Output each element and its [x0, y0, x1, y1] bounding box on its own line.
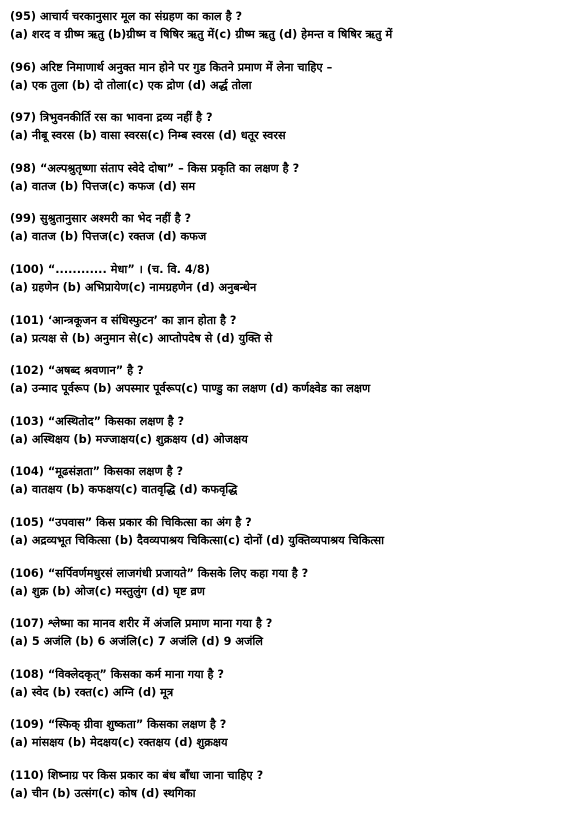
question-text: (102) “अषब्द श्रवणान” है ?: [10, 364, 144, 378]
question-text: (105) “उपवास” किस प्रकार की चिकित्सा का अंग है ?: [10, 515, 252, 529]
answer-options: (a) प्रत्यक्ष से (b) अनुमान से(c) आप्तोपदेष से (d) युक्ति से: [10, 331, 273, 345]
question-text: (109) “स्फिक् ग्रीवा शुष्कता” किसका लक्षण है ?: [10, 718, 227, 732]
question-item: [10, 362, 581, 413]
answer-options: (a) अस्थिक्षय (b) मज्जाक्षय(c) शुक्रक्षय (d) ओजक्षय: [10, 432, 248, 446]
question-text: (97) त्रिभुवनकीर्ति रस का भावना द्रव्य नहीं है ?: [10, 111, 213, 125]
answer-options: (a) ग्रहणेन (b) अभिप्रायेण(c) नामग्रहणेन (d) अनुबन्धेन: [10, 280, 257, 294]
question-text: (100) “............ मेधा” । (च. वि. 4/8): [10, 262, 210, 276]
question-item: [10, 463, 581, 514]
question-item: [10, 413, 581, 464]
question-item: [10, 210, 581, 261]
question-text: (104) “मूढसंज्ञता” किसका लक्षण है ?: [10, 465, 184, 479]
question-item: [10, 615, 581, 666]
question-text: (108) “विक्लेदकृत्” किसका कर्म माना गया है ?: [10, 667, 224, 681]
question-item: [10, 109, 581, 160]
answer-options: (a) शरद व ग्रीष्म ऋतु (b)ग्रीष्म व षिषिर ऋतु में(c) ग्रीष्म ऋतु (d) हेमन्त व षिषिर ऋतु में: [10, 28, 393, 41]
question-text: (103) “अस्थितोद” किसका लक्षण है ?: [10, 414, 185, 428]
question-text: (106) “सर्पिवर्णमधुरसं लाजगंधी प्रजायते” किसके लिए कहा गया है ?: [10, 566, 309, 580]
answer-options: (a) वातज (b) पित्तज(c) कफज (d) सम: [10, 179, 196, 193]
question-item: [10, 666, 581, 717]
answer-options: (a) वातज (b) पित्तज(c) रक्तज (d) कफज: [10, 230, 207, 244]
answer-options: (a) शुक्र (b) ओज(c) मस्तुलुंग (d) घृष्ट व्रण: [10, 584, 205, 598]
answer-options: (a) 5 अजंलि (b) 6 अजंलि(c) 7 अजंलि (d) 9 अजंलि: [10, 635, 263, 649]
question-text: (98) “अल्पश्रुतृष्णा संताप स्वेदे दोषा” – किस प्रकृति का लक्षण है ?: [10, 161, 300, 175]
question-text: (107) श्लेष्मा का मानव शरीर में अंजलि प्रमाण माना गया है ?: [10, 617, 273, 631]
answer-options: (a) स्वेद (b) रक्त(c) अग्नि (d) मूत्र: [10, 685, 174, 699]
question-item: [10, 261, 581, 312]
answer-options: (a) मांसक्षय (b) मेदक्षय(c) रक्तक्षय (d) शुक्रक्षय: [10, 736, 228, 750]
question-item: [10, 160, 581, 211]
question-item: [10, 767, 581, 818]
question-text: (96) अरिष्ट निमाणार्थ अनुक्त मान होने पर गुड कितने प्रमाण में लेना चाहिए –: [10, 60, 333, 74]
question-text: (99) सुश्रुतानुसार अश्मरी का भेद नहीं है ?: [10, 212, 192, 226]
answer-options: (a) नीबू स्वरस (b) वासा स्वरस(c) निम्ब स्वरस (d) धतूर स्वरस: [10, 129, 286, 143]
answer-options: (a) अद्रव्यभूत चिकित्सा (b) दैवव्यपाश्रय चिकित्सा(c) दोनों (d) युक्तिव्यपाश्रय चिकित्सा: [10, 533, 385, 547]
answer-options: (a) वातक्षय (b) कफक्षय(c) वातवृद्धि (d) कफवृद्धि: [10, 483, 238, 497]
answer-options: (a) एक तुला (b) दो तोला(c) एक द्रोण (d) अर्द्ध तोला: [10, 78, 252, 92]
answer-options: (a) उन्माद पूर्वरूप (b) अपस्मार पूर्वरूप(c) पाण्डु का लक्षण (d) कर्णक्ष्वेड का लक्षण: [10, 382, 371, 396]
question-item: [10, 8, 581, 59]
question-text: (110) शिष्नाग्र पर किस प्रकार का बंध बाँधा जाना चाहिए ?: [10, 768, 264, 782]
question-item: [10, 312, 581, 363]
question-item: [10, 565, 581, 616]
question-item: [10, 59, 581, 110]
question-text: (101) ‘आन्त्रकूजन व संधिस्फुटन’ का ज्ञान होता है ?: [10, 313, 237, 327]
question-item: [10, 716, 581, 767]
question-item: [10, 514, 581, 565]
answer-options: (a) चीन (b) उत्संग(c) कोष (d) स्थगिका: [10, 786, 196, 800]
question-text: (95) आचार्य चरकानुसार मूल का संग्रहण का काल है ?: [10, 10, 243, 23]
